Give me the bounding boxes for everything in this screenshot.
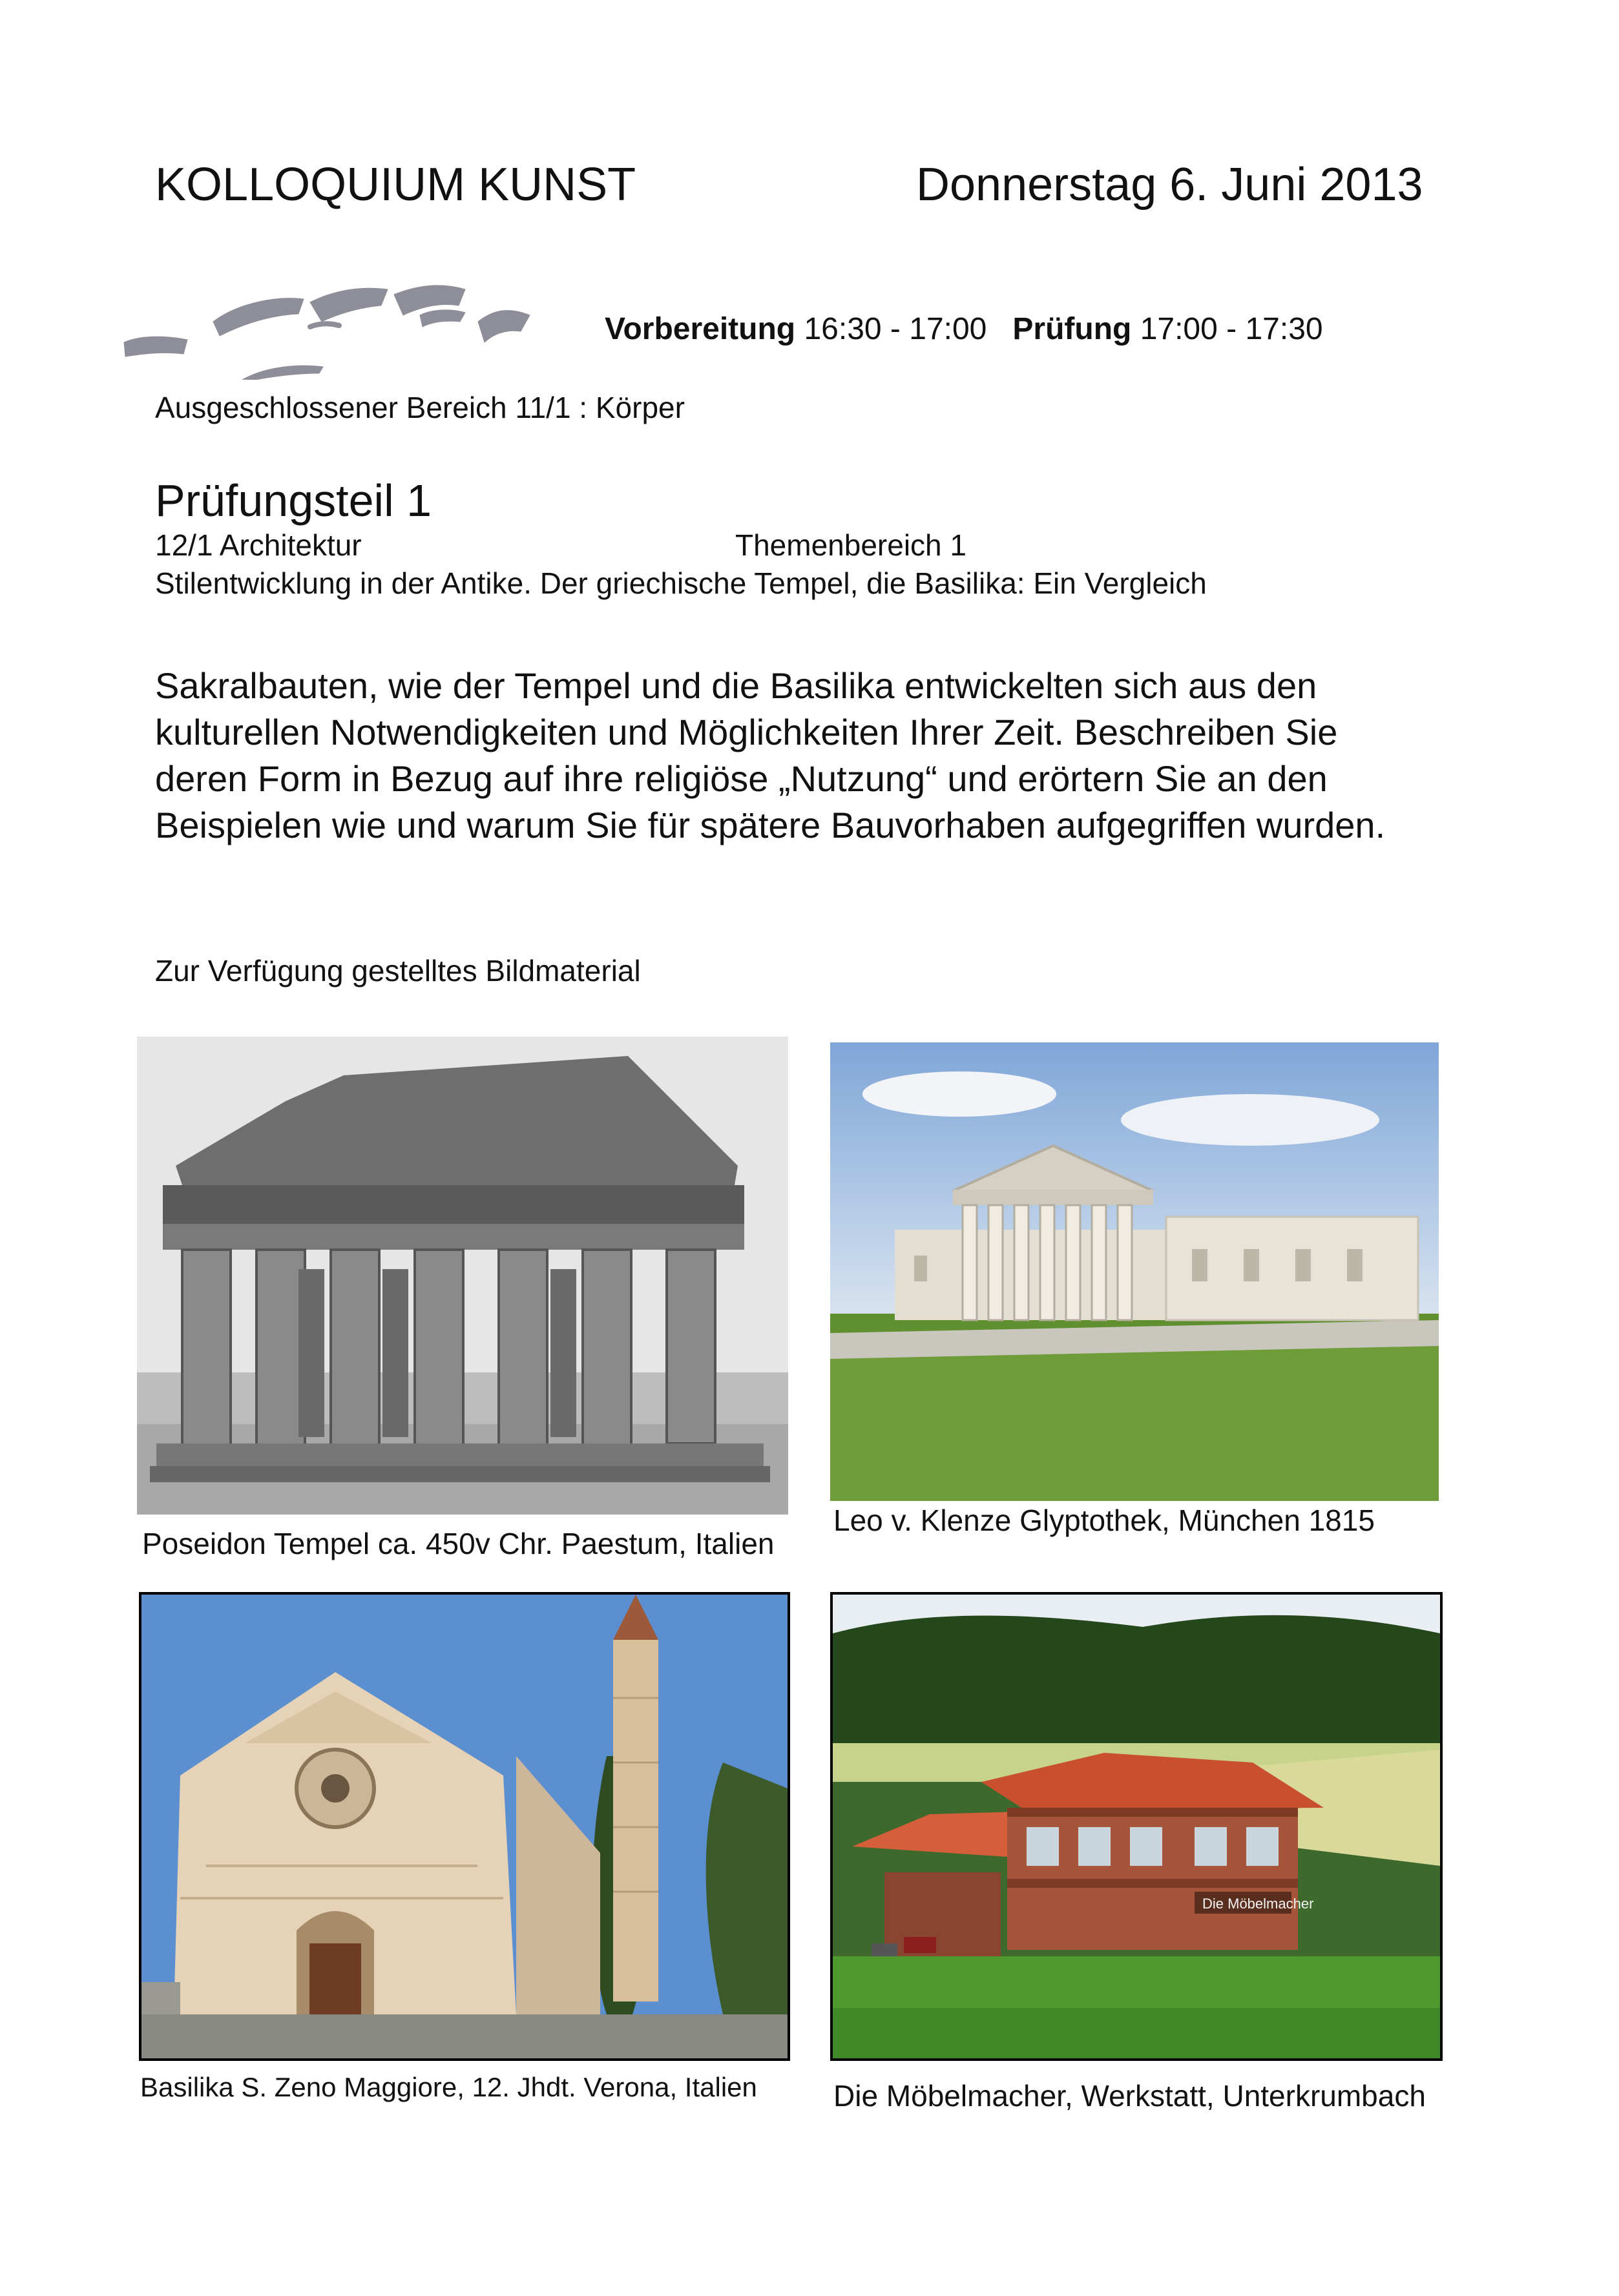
- san-zeno-basilica-photo: [139, 1592, 790, 2061]
- caption-glyptothek: Leo v. Klenze Glyptothek, München 1815: [833, 1504, 1375, 1537]
- document-title: KOLLOQUIUM KUNST: [155, 159, 636, 211]
- moebelmacher-workshop-photo: [830, 1592, 1443, 2061]
- task-line: Beispielen wie und warum Sie für spätere Bauvorhaben aufgegriffen wurden.: [155, 805, 1386, 845]
- exam-label: Prüfung: [1012, 312, 1132, 346]
- caption-poseidon-temple: Poseidon Tempel ca. 450v Chr. Paestum, Italien: [142, 1527, 775, 1560]
- task-line: kulturellen Notwendigkeiten und Möglichkeiten Ihrer Zeit. Beschreiben Sie: [155, 712, 1338, 752]
- workshop-sign: Die Möbelmacher: [1202, 1896, 1314, 1912]
- glyptothek-photo: [830, 1042, 1439, 1501]
- part-title: Prüfungsteil 1: [155, 475, 432, 526]
- material-heading: Zur Verfügung gestelltes Bildmaterial: [155, 954, 641, 988]
- exam-date: Donnerstag 6. Juni 2013: [916, 159, 1423, 211]
- redacted-name-scribble: [116, 270, 556, 380]
- poseidon-temple-photo: [137, 1037, 788, 1515]
- prep-label: Vorbereitung: [605, 312, 796, 346]
- exam-time: 17:00 - 17:30: [1140, 312, 1323, 346]
- prep-time: 16:30 - 17:00: [804, 312, 987, 346]
- task-line: deren Form in Bezug auf ihre religiöse „Nutzung“ und erörtern Sie an den: [155, 758, 1328, 799]
- caption-moebelmacher: Die Möbelmacher, Werkstatt, Unterkrumbach: [833, 2079, 1426, 2113]
- caption-san-zeno: Basilika S. Zeno Maggiore, 12. Jhdt. Verona, Italien: [140, 2072, 757, 2102]
- part-topic: Stilentwicklung in der Antike. Der griechische Tempel, die Basilika: Ein Vergleich: [155, 566, 1207, 600]
- part-theme: Themenbereich 1: [735, 528, 966, 562]
- task-text: [155, 663, 1512, 849]
- part-area: 12/1 Architektur: [155, 528, 362, 562]
- excluded-area: Ausgeschlossener Bereich 11/1 : Körper: [155, 391, 685, 424]
- task-line: Sakralbauten, wie der Tempel und die Basilika entwickelten sich aus den: [155, 665, 1317, 706]
- schedule: [605, 311, 1323, 347]
